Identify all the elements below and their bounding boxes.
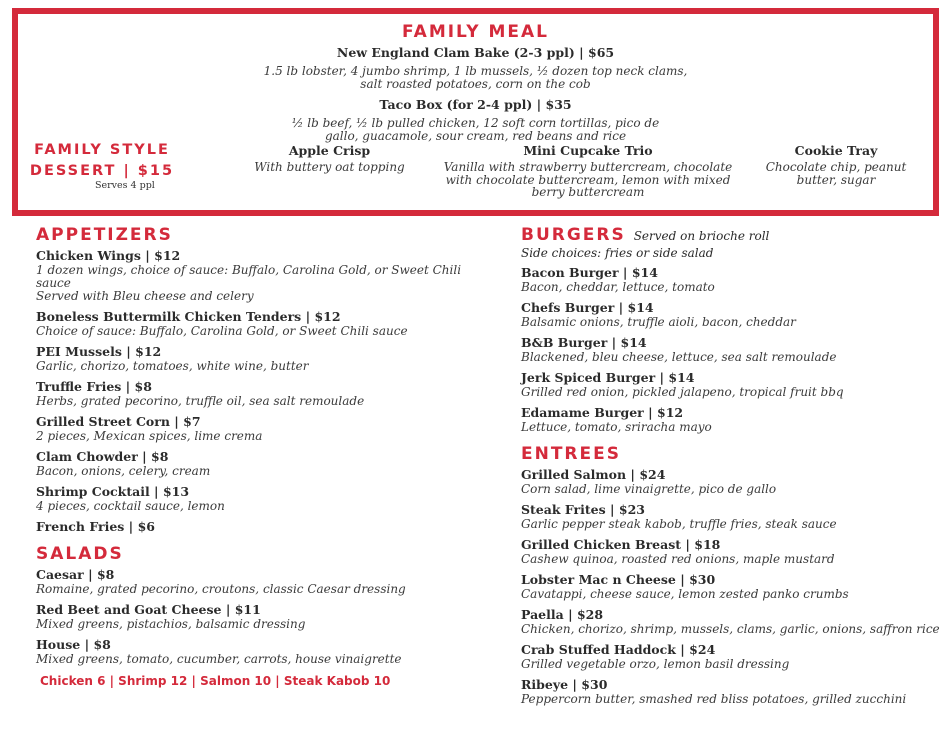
menu-item-desc: Served with Bleu cheese and celery bbox=[36, 289, 254, 303]
menu-item-name: Grilled Street Corn | $7 bbox=[36, 414, 201, 429]
dessert-item-desc: With buttery oat topping bbox=[254, 160, 405, 174]
menu-item-desc: Peppercorn butter, smashed red bliss potatoes, grilled zucchini bbox=[521, 692, 907, 706]
menu-item bbox=[36, 309, 496, 338]
menu-item-desc: Romaine, grated pecorino, croutons, classic Caesar dressing bbox=[36, 582, 406, 596]
menu-item bbox=[521, 677, 941, 706]
menu-item bbox=[521, 642, 941, 671]
menu-item-desc: Grilled red onion, pickled jalapeno, tropical fruit bbq bbox=[521, 385, 844, 399]
menu-item-name: Crab Stuffed Haddock | $24 bbox=[521, 642, 716, 657]
menu-item-desc: Choice of sauce: Buffalo, Carolina Gold, or Sweet Chili sauce bbox=[36, 324, 408, 338]
appetizers-title: APPETIZERS bbox=[36, 225, 173, 245]
dessert-item-cookie-tray bbox=[762, 143, 910, 186]
menu-item bbox=[521, 537, 941, 566]
menu-item bbox=[36, 602, 496, 631]
menu-item bbox=[36, 414, 496, 443]
menu-item bbox=[521, 607, 941, 636]
right-column bbox=[521, 225, 941, 712]
menu-item-name: Caesar | $8 bbox=[36, 567, 115, 582]
menu-item bbox=[521, 300, 941, 329]
menu-item bbox=[521, 572, 941, 601]
menu-item-name: Clam Chowder | $8 bbox=[36, 449, 169, 464]
salads-title: SALADS bbox=[36, 544, 124, 564]
menu-item-desc: Herbs, grated pecorino, truffle oil, sea salt remoulade bbox=[36, 394, 365, 408]
menu-item bbox=[521, 265, 941, 294]
entrees-title: ENTREES bbox=[521, 444, 621, 464]
clam-bake-desc-line2: salt roasted potatoes, corn on the cob bbox=[360, 77, 591, 91]
menu-item bbox=[36, 344, 496, 373]
menu-item bbox=[521, 467, 941, 496]
menu-item-name: French Fries | $6 bbox=[36, 519, 155, 534]
menu-item bbox=[36, 637, 496, 666]
clam-bake-desc-line1: 1.5 lb lobster, 4 jumbo shrimp, 1 lb mussels, ½ dozen top neck clams, bbox=[263, 64, 688, 78]
burgers-note: Served on brioche roll bbox=[633, 229, 770, 243]
menu-item-desc: Garlic, chorizo, tomatoes, white wine, butter bbox=[36, 359, 309, 373]
dessert-item-name: Mini Cupcake Trio bbox=[523, 143, 653, 158]
menu-item-desc: Mixed greens, pistachios, balsamic dressing bbox=[36, 617, 306, 631]
taco-box-desc-line2: gallo, guacamole, sour cream, red beans and rice bbox=[324, 129, 627, 143]
menu-item-desc: 1 dozen wings, choice of sauce: Buffalo, Carolina Gold, or Sweet Chili sauce bbox=[36, 263, 462, 290]
taco-box-name: Taco Box (for 2-4 ppl) | $35 bbox=[379, 97, 572, 112]
menu-item bbox=[521, 405, 941, 434]
menu-item bbox=[521, 370, 941, 399]
menu-item-name: Chefs Burger | $14 bbox=[521, 300, 654, 315]
menu-item-desc: Cavatappi, cheese sauce, lemon zested panko crumbs bbox=[521, 587, 849, 601]
dessert-item-apple-crisp bbox=[232, 143, 427, 174]
menu-item-name: B&B Burger | $14 bbox=[521, 335, 647, 350]
menu-item-name: Shrimp Cocktail | $13 bbox=[36, 484, 190, 499]
burgers-title bbox=[521, 225, 941, 245]
menu-item-desc: Blackened, bleu cheese, lettuce, sea salt remoulade bbox=[521, 350, 837, 364]
menu-item-name: Edamame Burger | $12 bbox=[521, 405, 684, 420]
family-meal-title: FAMILY MEAL bbox=[402, 22, 549, 42]
menu-item bbox=[36, 519, 496, 534]
dessert-title-line1: FAMILY STYLE bbox=[34, 142, 170, 158]
menu-item-desc: Bacon, onions, celery, cream bbox=[36, 464, 211, 478]
menu-item-name: Ribeye | $30 bbox=[521, 677, 608, 692]
menu-item-name: Grilled Chicken Breast | $18 bbox=[521, 537, 721, 552]
menu-item-desc: 2 pieces, Mexican spices, lime crema bbox=[36, 429, 263, 443]
dessert-title-line2: DESSERT | $15 bbox=[29, 163, 175, 179]
menu-item-name: Red Beet and Goat Cheese | $11 bbox=[36, 602, 261, 617]
menu-item-name: Grilled Salmon | $24 bbox=[521, 467, 666, 482]
menu-item-name: Truffle Fries | $8 bbox=[36, 379, 152, 394]
dessert-item-name: Apple Crisp bbox=[288, 143, 371, 158]
menu-item-name: Paella | $28 bbox=[521, 607, 604, 622]
menu-item-name: Lobster Mac n Cheese | $30 bbox=[521, 572, 716, 587]
menu-item-desc: Chicken, chorizo, shrimp, mussels, clams, garlic, onions, saffron rice bbox=[521, 622, 940, 636]
left-column bbox=[36, 225, 496, 688]
menu-item-name: Boneless Buttermilk Chicken Tenders | $12 bbox=[36, 309, 341, 324]
clam-bake-name: New England Clam Bake (2-3 ppl) | $65 bbox=[336, 45, 615, 60]
clam-bake-desc bbox=[18, 65, 933, 91]
dessert-serves: Serves 4 ppl bbox=[95, 180, 155, 191]
menu-item-desc: Mixed greens, tomato, cucumber, carrots, house vinaigrette bbox=[36, 652, 402, 666]
dessert-item-desc: Chocolate chip, peanut butter, sugar bbox=[765, 160, 907, 187]
menu-item-desc: 4 pieces, cocktail sauce, lemon bbox=[36, 499, 225, 513]
taco-box-desc-line1: ½ lb beef, ½ lb pulled chicken, 12 soft corn tortillas, pico de bbox=[291, 116, 660, 130]
dessert-item-desc: Vanilla with strawberry buttercream, chocolate with chocolate buttercream, lemon with mixed berry buttercream bbox=[443, 160, 733, 199]
menu-item bbox=[36, 567, 496, 596]
menu-item-desc: Cashew quinoa, roasted red onions, maple mustard bbox=[521, 552, 835, 566]
taco-box-item bbox=[18, 97, 933, 112]
menu-item-name: Steak Frites | $23 bbox=[521, 502, 645, 517]
menu-item bbox=[36, 379, 496, 408]
menu-item-desc: Lettuce, tomato, sriracha mayo bbox=[521, 420, 712, 434]
menu-item-name: House | $8 bbox=[36, 637, 111, 652]
burgers-side-choices: Side choices: fries or side salad bbox=[521, 246, 714, 260]
dessert-item-name: Cookie Tray bbox=[794, 143, 878, 158]
salad-addons: Chicken 6 | Shrimp 12 | Salmon 10 | Steak Kabob 10 bbox=[40, 674, 391, 688]
menu-item-desc: Corn salad, lime vinaigrette, pico de gallo bbox=[521, 482, 777, 496]
menu-item bbox=[36, 449, 496, 478]
menu-item-desc: Balsamic onions, truffle aioli, bacon, cheddar bbox=[521, 315, 796, 329]
menu-item-desc: Grilled vegetable orzo, lemon basil dressing bbox=[521, 657, 790, 671]
menu-item bbox=[521, 502, 941, 531]
menu-item-name: Chicken Wings | $12 bbox=[36, 248, 181, 263]
dessert-title bbox=[22, 140, 182, 182]
dessert-item-cupcake-trio bbox=[432, 143, 744, 199]
menu-item bbox=[521, 335, 941, 364]
menu-item-name: PEI Mussels | $12 bbox=[36, 344, 162, 359]
menu-item bbox=[36, 484, 496, 513]
clam-bake-item bbox=[18, 45, 933, 60]
menu-item-desc: Bacon, cheddar, lettuce, tomato bbox=[521, 280, 715, 294]
menu-item-name: Bacon Burger | $14 bbox=[521, 265, 658, 280]
menu-item-desc: Garlic pepper steak kabob, truffle fries, steak sauce bbox=[521, 517, 837, 531]
menu-item-name: Jerk Spiced Burger | $14 bbox=[521, 370, 695, 385]
menu-item bbox=[36, 248, 496, 303]
burgers-title-text: BURGERS bbox=[521, 225, 626, 245]
